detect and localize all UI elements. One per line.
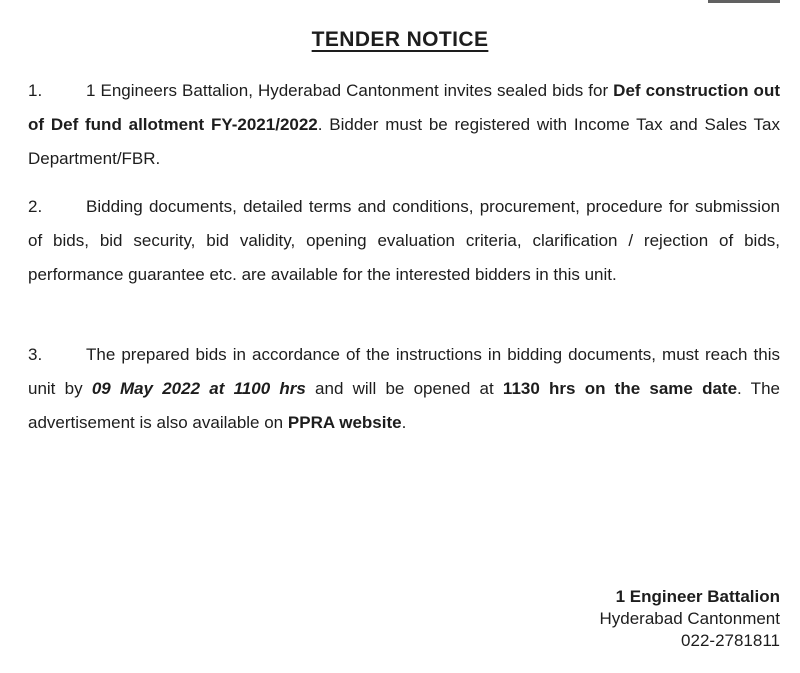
- paragraph-1-bold-project: Def construction out of Def fund allotment FY-2021/2022: [28, 81, 780, 134]
- paragraph-3-text-b: and will be opened at: [315, 379, 494, 398]
- paragraph-3-ppra-website: PPRA website: [287, 413, 402, 432]
- paragraph-2-text: Bidding documents, detailed terms and conditions, procurement, procedure for submission of bids, bid security, bid validity, opening evaluation criteria, clarification / rejection of bids, performance guarantee etc. are available for the interested bidders in this unit.: [28, 197, 780, 284]
- paragraph-3-text-c: . The advertisement is also available on: [28, 379, 780, 432]
- paragraph-3-text-a: The prepared bids in accordance of the instructions in bidding documents, must reach this unit by: [28, 345, 780, 398]
- paragraph-3-text-d: .: [401, 413, 407, 432]
- signature-location: Hyderabad Cantonment: [599, 609, 780, 628]
- paragraph-3-deadline: 09 May 2022 at 1100 hrs: [91, 379, 306, 398]
- signature-block: [599, 586, 780, 652]
- paragraph-3-number: 3.: [28, 345, 43, 364]
- paragraph-1-text-b: . Bidder must be registered with Income Tax and Sales Tax Department/FBR.: [28, 115, 780, 168]
- paragraph-1-text-a: 1 Engineers Battalion, Hyderabad Cantonment invites sealed bids for: [86, 81, 609, 100]
- paragraph-3-opening-time: 1130 hrs on the same date: [502, 379, 738, 398]
- paragraph-1: [28, 74, 780, 176]
- page-title: [0, 28, 800, 52]
- scan-corner-mark: [708, 0, 780, 3]
- paragraph-2-number: 2.: [28, 197, 43, 216]
- paragraph-2: [28, 190, 780, 292]
- title-text: TENDER NOTICE: [311, 28, 489, 51]
- signature-unit: 1 Engineer Battalion: [615, 587, 780, 606]
- paragraph-3: [28, 338, 780, 440]
- paragraph-1-number: 1.: [28, 81, 43, 100]
- signature-phone: 022-2781811: [681, 631, 780, 650]
